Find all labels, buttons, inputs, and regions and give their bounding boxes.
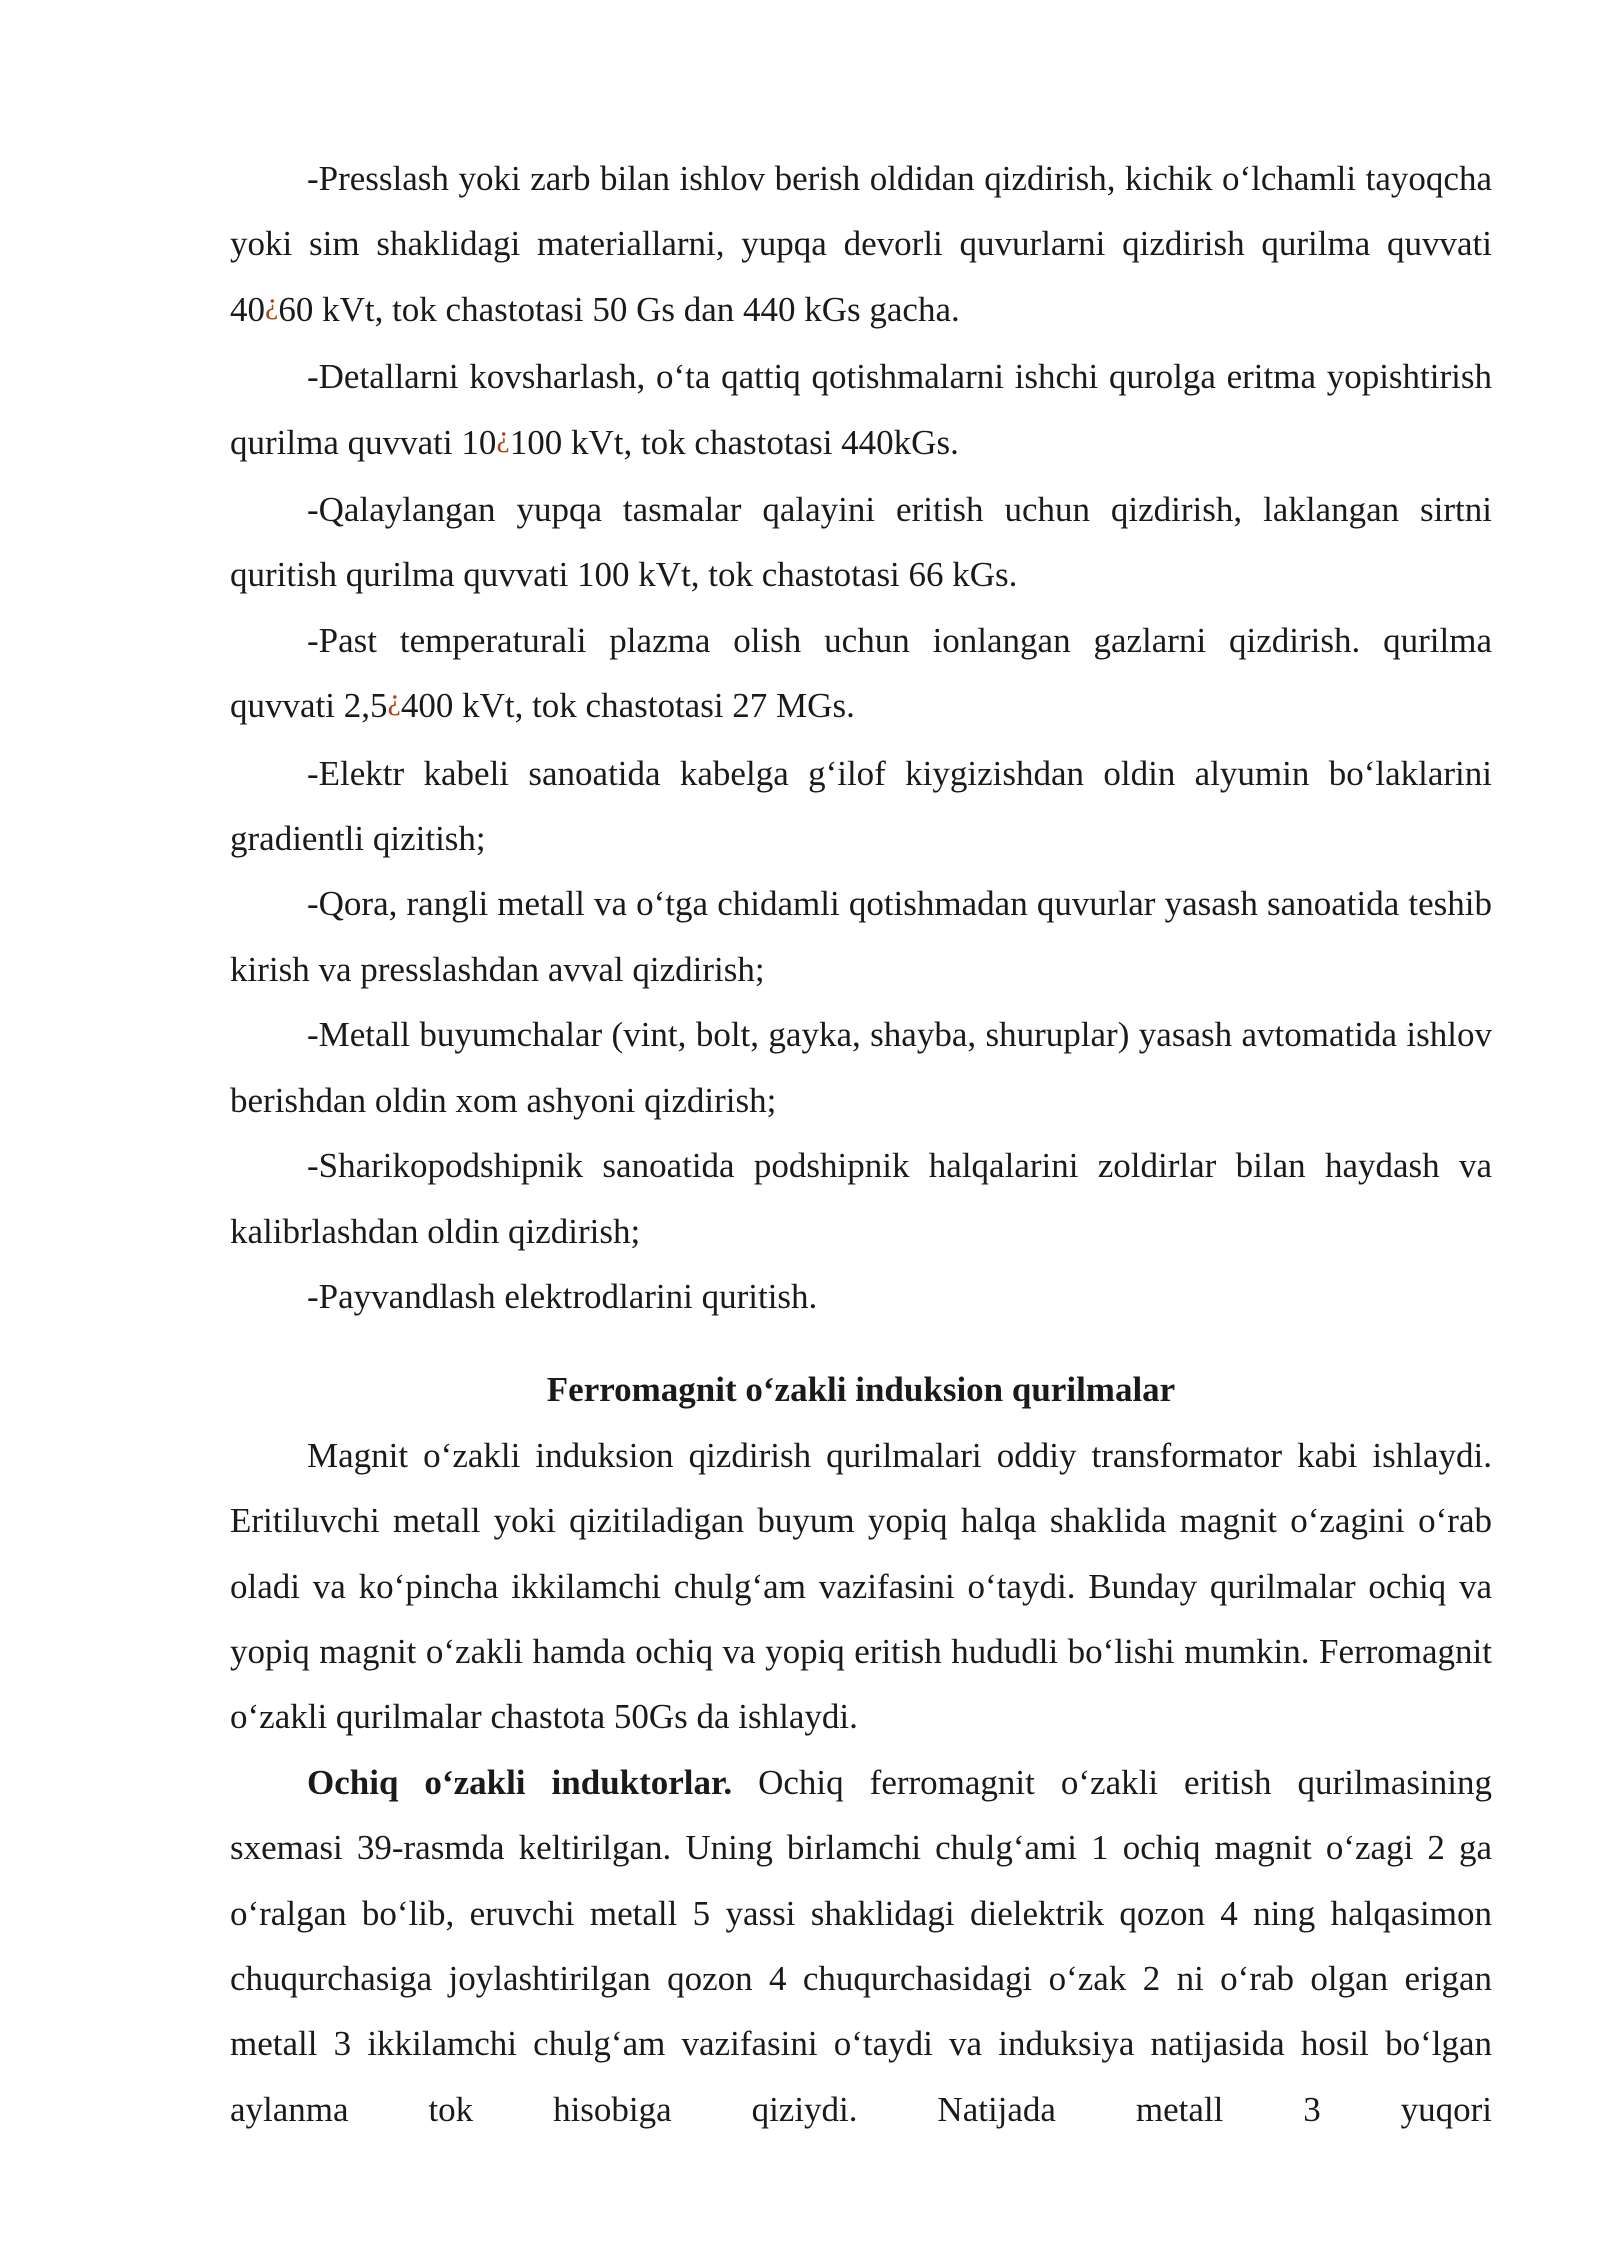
paragraph-open-core-inductors [230, 1750, 1492, 2142]
section-heading: Ferromagnit o‘zakli induksion qurilmalar [546, 1370, 1176, 1410]
paragraph-cable-industry [230, 741, 1492, 872]
range-symbol: ¿ [387, 683, 401, 717]
paragraph-electrode-drying [230, 1264, 1492, 1329]
bullet-list-applications [230, 146, 1492, 1329]
text-run: -Metall buyumchalar (vint, bolt, gayka, shayba, shuruplar) yasash avtomatida ishlov berishdan oldin xom ashyoni qizdirish; [230, 1015, 1492, 1120]
text-run: -Qalaylangan yupqa tasmalar qalayini eritish uchun qizdirish, laklangan sirtni quritish qurilma quvvati 100 kVt, tok chastotasi 66 kGs. [230, 490, 1492, 595]
run-in-heading: Ochiq o‘zakli induktorlar. [307, 1762, 733, 1802]
paragraph-pressing-heating [230, 146, 1492, 344]
paragraph-tin-melting [230, 477, 1492, 608]
text-run: 60 kVt, tok chastotasi 50 Gs dan 440 kGs gacha. [278, 289, 960, 329]
paragraph-bearing-industry [230, 1133, 1492, 1264]
text-run: -Qora, rangli metall va o‘tga chidamli qotishmadan quvurlar yasash sanoatida teshib kirish va presslashdan avval qizdirish; [230, 884, 1492, 989]
range-symbol: ¿ [265, 286, 279, 320]
paragraph-plasma [230, 608, 1492, 741]
paragraph-magnetic-core-intro [230, 1423, 1492, 1750]
text-run: 100 kVt, tok chastotasi 440kGs. [509, 422, 959, 462]
text-run: -Elektr kabeli sanoatida kabelga g‘ilof kiygizishdan oldin alyumin bo‘laklarini gradientli qizitish; [230, 753, 1492, 859]
text-run: -Past temperaturali plazma olish uchun ionlangan gazlarni qizdirish. qurilma quvvati 2,5 [230, 620, 1492, 726]
paragraph-pipe-industry [230, 871, 1492, 1002]
paragraph-metal-fasteners [230, 1002, 1492, 1133]
paragraph-soldering [230, 344, 1492, 477]
text-run: -Presslash yoki zarb bilan ishlov berish oldidan qizdirish, kichik o‘lchamli tayoqcha yoki sim shaklidagi materiallarni, yupqa devorli quvurlarni qizdirish qurilma quvvati 40 [230, 159, 1492, 329]
text-run: -Payvandlash elektrodlarini quritish. [307, 1276, 818, 1316]
text-run: 400 kVt, tok chastotasi 27 MGs. [400, 686, 855, 726]
text-run: -Detallarni kovsharlash, o‘ta qattiq qotishmalarni ishchi qurolga eritma yopishtirish qurilma quvvati 10 [230, 357, 1492, 462]
text-run: Ochiq ferromagnit o‘zakli eritish qurilmasining sxemasi 39-rasmda keltirilgan. Uning birlamchi chulg‘ami 1 ochiq magnit o‘zagi 2 ga o‘ralgan bo‘lib, eruvchi metall 5 yassi shaklidagi dielektrik qozon 4 ning halqasimon chuqurchasiga joylashtirilgan qozon 4 chuqurchasidagi o‘zak 2 ni o‘rab olgan erigan metall 3 ikkilamchi chulg‘am vazifasini o‘taydi va induksiya natijasida hosil bo‘lgan aylanma tok hisobiga qiziydi. Natijada metall 3 yuqori [230, 1762, 1492, 2129]
text-run: Magnit o‘zakli induksion qizdirish qurilmalari oddiy transformator kabi ishlaydi. Eritiluvchi metall yoki qizitiladigan buyum yopiq halqa shaklida magnit o‘zagini o‘rab oladi va ko‘pincha ikkilamchi chulg‘am vazifasini o‘taydi. Bunday qurilmalar ochiq va yopiq magnit o‘zakli hamda ochiq va yopiq eritish hududli bo‘lishi mumkin. Ferromagnit o‘zakli qurilmalar chastota 50Gs da ishlaydi. [230, 1435, 1492, 1737]
document-page [230, 146, 1492, 2142]
text-run: -Sharikopodshipnik sanoatida podshipnik halqalarini zoldirlar bilan haydash va kalibrlashdan oldin qizdirish; [230, 1146, 1492, 1251]
section-body [230, 1423, 1492, 2142]
range-symbol: ¿ [496, 419, 510, 453]
